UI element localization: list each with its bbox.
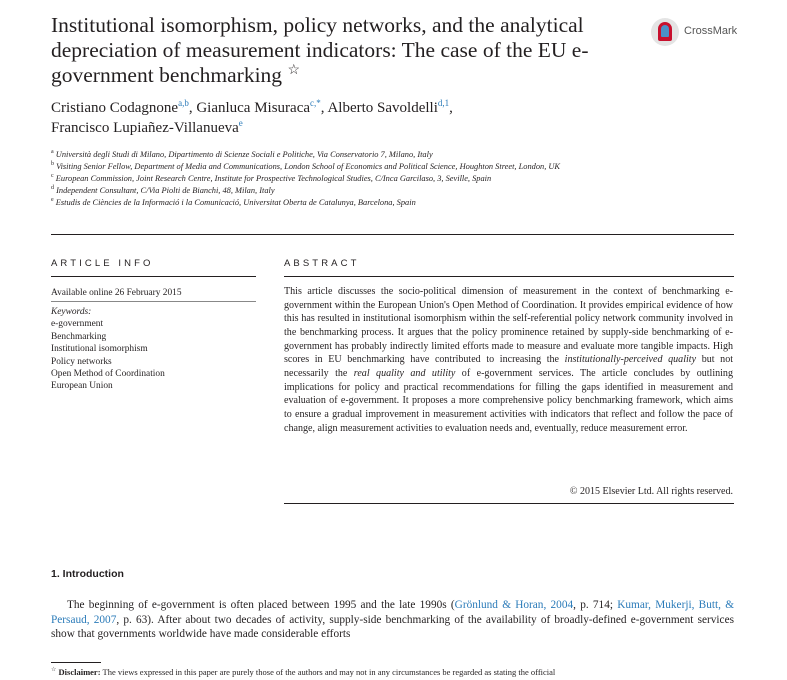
- keyword: European Union: [51, 381, 113, 392]
- citation-link[interactable]: Kumar, Mukerji, Butt, & Persaud, 2007: [51, 599, 734, 626]
- affiliation: $^a$ Università degli Studi di Milano, Dipartimento di Scienze Sociali e Politiche, Via Conservatorio 7, Milano, Italy: [51, 149, 433, 159]
- article-info-heading: ARTICLE INFO: [51, 258, 154, 269]
- keywords-block: [51, 306, 256, 393]
- affiliation-list: [51, 149, 751, 209]
- author-affiliation-marker[interactable]: a,b: [178, 98, 189, 108]
- abstract-text: This article discusses the socio-political dimension of measurement in the context of benchmarking e-government within the European Union's Open Method of Coordination. It provides empirical evidence of how this has resulted in institutional isomorphism within the self-referential policy network community involved in the benchmarking process. It argues that the policy prominence retained by supply-side benchmarking of e-government has probably indirectly limited efforts made to measure and evaluate more tangible impacts. High scores in EU benchmarking have contributed to increasing the institutionally-perceived quality but not necessarily the real quality and utility of e-government services. The article concludes by outlining implications for policy and practical recommendations for filling the gaps identified in measurement and evaluation of e-government. It proposes a more comprehensive policy benchmarking framework, which aims to ensure a gradual improvement in measurement activities with indicators that reflect and follow the pace of change, align measurement activities to evaluation needs and, eventually, reduce measurement error.: [284, 286, 734, 434]
- footnote-marker: ☆: [51, 667, 57, 674]
- author-name[interactable]: Alberto Savoldelli: [327, 100, 438, 116]
- keyword: Institutional isomorphism: [51, 344, 148, 355]
- affiliation: $^d$ Independent Consultant, C/Via Piolti de Bianchi, 48, Milan, Italy: [51, 185, 275, 195]
- footnote-divider: [51, 662, 101, 663]
- title-footnote-marker[interactable]: ☆: [287, 62, 300, 78]
- affiliation: $^c$ European Commission, Joint Research Centre, Institute for Prospective Technological Studies, C/Inca Garcilaso, 3, Seville, Spain: [51, 173, 492, 183]
- keyword: Policy networks: [51, 356, 112, 367]
- footnote-label: Disclaimer:: [58, 667, 101, 677]
- copyright-notice: © 2015 Elsevier Ltd. All rights reserved.: [569, 486, 733, 497]
- abstract-heading: ABSTRACT: [284, 258, 360, 269]
- footnote: ☆ Disclaimer: The views expressed in this paper are purely those of the authors and may not in any circumstances be regarded as stating the official: [51, 667, 556, 677]
- crossmark-label: CrossMark: [684, 25, 738, 37]
- author-affiliation-marker[interactable]: e: [238, 117, 243, 128]
- keyword: Open Method of Coordination: [51, 369, 165, 380]
- intro-paragraph: The beginning of e-government is often placed between 1995 and the late 1990s (Grönlund & Horan, 2004, p. 714; Kumar, Mukerji, Butt, & Persaud, 2007, p. 63). After about two decades of activity, supply-side benchmarking of the availability of broadly-defined e-government services show that governments worldwide have made considerable efforts: [51, 599, 734, 640]
- keyword: e-government: [51, 319, 104, 330]
- author-affiliation-marker[interactable]: c,*: [310, 98, 321, 108]
- author-name[interactable]: Francisco Lupiañez-Villanueva: [51, 119, 239, 136]
- article-info-subdivider: [51, 301, 256, 302]
- author-affiliation-marker[interactable]: d,1: [437, 98, 450, 108]
- keywords-label: Keywords:: [51, 307, 92, 317]
- crossmark-icon: [651, 18, 679, 46]
- header-divider: [51, 234, 734, 235]
- citation-link[interactable]: Grönlund & Horan, 2004: [454, 599, 574, 611]
- author-name[interactable]: Cristiano Codagnone: [51, 100, 179, 116]
- affiliation: $^b$ Visiting Senior Fellow, Department of Media and Communications, London School of Economics and Political Science, Houghton Street, London, UK: [51, 161, 561, 171]
- article-info-divider: [51, 276, 256, 277]
- abstract-divider: [284, 276, 734, 277]
- keyword: Benchmarking: [51, 331, 107, 342]
- author-name[interactable]: Gianluca Misuraca: [196, 100, 311, 116]
- author-list: Cristiano Codagnone$^{a,b}$, Gianluca Misuraca$^{c,*}$, Alberto Savoldelli$^{d,1}$, Francisco Lupiañez-Villanueva$^e$: [51, 98, 453, 136]
- abstract-bottom-divider: [284, 503, 734, 504]
- section-heading-introduction: 1. Introduction: [51, 568, 124, 580]
- crossmark-badge[interactable]: [651, 18, 741, 46]
- available-online-date: Available online 26 February 2015: [51, 288, 182, 298]
- affiliation: $^e$ Estudis de Ciències de la Informació i la Comunicació, Universitat Oberta de Catalunya, Barcelona, Spain: [51, 197, 416, 207]
- article-title: Institutional isomorphism, policy networks, and the analytical depreciation of measurement indicators: The case of the EU e-government benchmarking ☆: [51, 13, 589, 87]
